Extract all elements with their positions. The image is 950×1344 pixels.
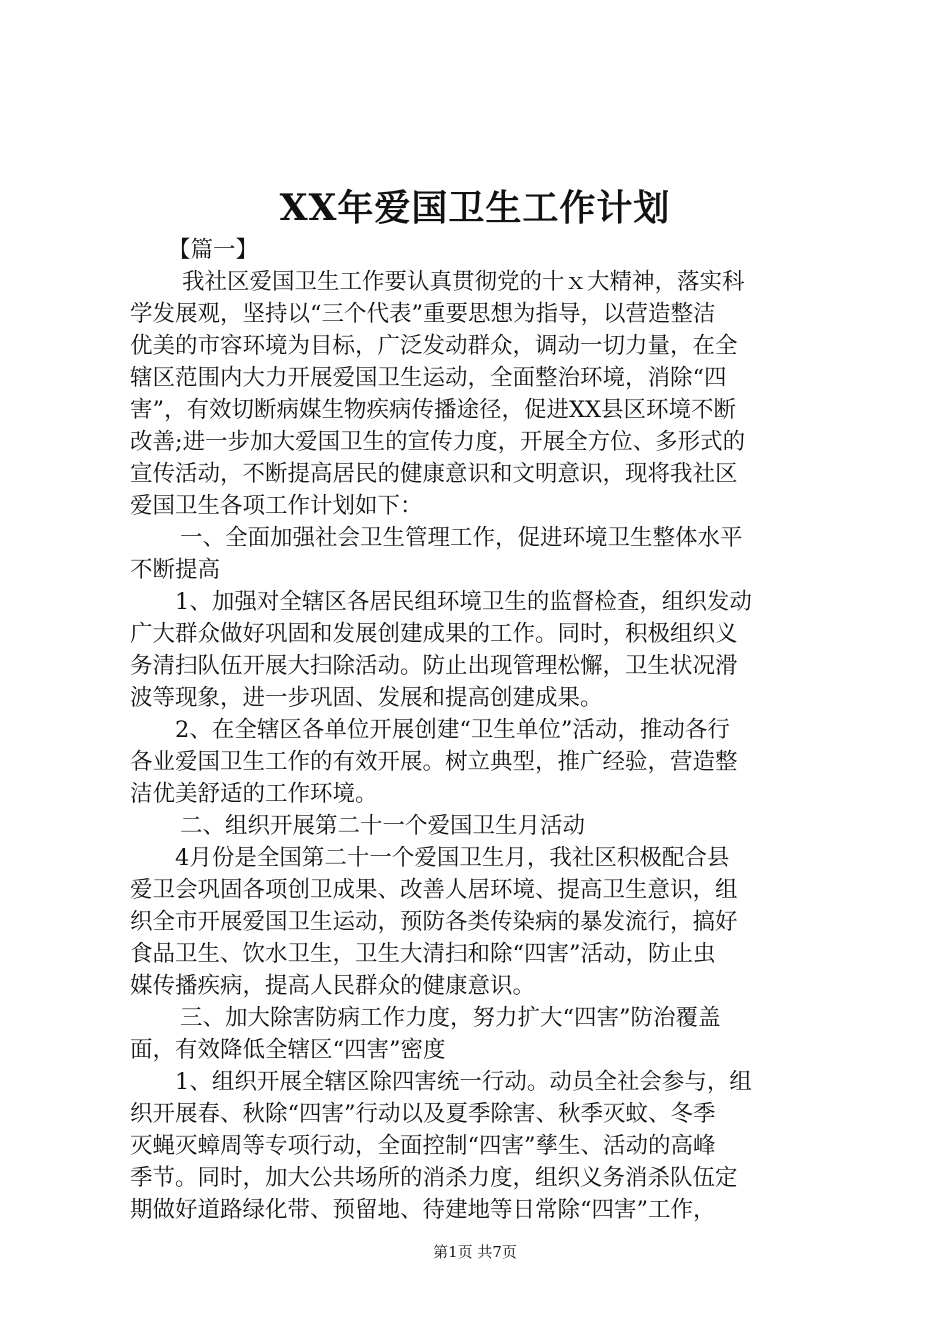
text-line: 媒传播疾病，提高人民群众的健康意识。	[130, 973, 536, 999]
text-line: 务清扫队伍开展大扫除活动。防止出现管理松懈，卫生状况滑	[130, 653, 738, 679]
text-line: 1、加强对全辖区各居民组环境卫生的监督检查，组织发动	[175, 589, 752, 615]
text-line: 期做好道路绿化带、预留地、待建地等日常除“四害”工作，	[130, 1197, 716, 1223]
document-body	[130, 234, 830, 1226]
text-line: 害”，有效切断病媒生物疾病传播途径，促进XX县区环境不断	[130, 397, 737, 423]
section-label: 【篇一】	[168, 237, 259, 263]
text-line: 广大群众做好巩固和发展创建成果的工作。同时，积极组织义	[130, 621, 738, 647]
text-line: 织开展春、秋除“四害”行动以及夏季除害、秋季灭蚊、冬季	[130, 1101, 716, 1127]
text-line: 学发展观，坚持以“三个代表”重要思想为指导，以营造整洁	[130, 301, 716, 327]
text-line: 各业爱国卫生工作的有效开展。树立典型，推广经验，营造整	[130, 749, 738, 775]
text-line: 辖区范围内大力开展爱国卫生运动，全面整治环境，消除“四	[130, 365, 727, 391]
text-line: 宣传活动，不断提高居民的健康意识和文明意识，现将我社区	[130, 461, 738, 487]
text-line: 优美的市容环境为目标，广泛发动群众，调动一切力量，在全	[130, 333, 738, 359]
heading-line: 面，有效降低全辖区“四害”密度	[130, 1037, 446, 1063]
text-line: 织全市开展爱国卫生运动，预防各类传染病的暴发流行，搞好	[130, 909, 738, 935]
text-line: 4月份是全国第二十一个爱国卫生月，我社区积极配合县	[175, 845, 730, 871]
text-line: 改善;进一步加大爱国卫生的宣传力度，开展全方位、多形式的	[130, 429, 746, 455]
heading-line: 二、组织开展第二十一个爱国卫生月活动	[180, 813, 586, 839]
text-line: 我社区爱国卫生工作要认真贯彻党的十ｘ大精神，落实科	[182, 269, 745, 295]
text-line: 食品卫生、饮水卫生，卫生大清扫和除“四害”活动，防止虫	[130, 941, 716, 967]
text-line: 季节。同时，加大公共场所的消杀力度，组织义务消杀队伍定	[130, 1165, 738, 1191]
text-line: 灭蝇灭蟑周等专项行动，全面控制“四害”孳生、活动的高峰	[130, 1133, 716, 1159]
text-line: 2、在全辖区各单位开展创建“卫生单位”活动，推动各行	[175, 717, 730, 743]
text-line: 洁优美舒适的工作环境。	[130, 781, 378, 807]
text-line: 爱卫会巩固各项创卫成果、改善人居环境、提高卫生意识，组	[130, 877, 738, 903]
heading-line: 一、全面加强社会卫生管理工作，促进环境卫生整体水平	[180, 525, 743, 551]
heading-line: 不断提高	[130, 557, 221, 583]
document-title: XX年爱国卫生工作计划	[279, 187, 671, 229]
text-line: 爱国卫生各项工作计划如下：	[130, 493, 423, 519]
text-line: 1、组织开展全辖区除四害统一行动。动员全社会参与，组	[175, 1069, 752, 1095]
text-line: 波等现象，进一步巩固、发展和提高创建成果。	[130, 685, 603, 711]
page-footer: 第1页 共7页	[433, 1243, 517, 1261]
heading-line: 三、加大除害防病工作力度，努力扩大“四害”防治覆盖	[180, 1005, 721, 1031]
